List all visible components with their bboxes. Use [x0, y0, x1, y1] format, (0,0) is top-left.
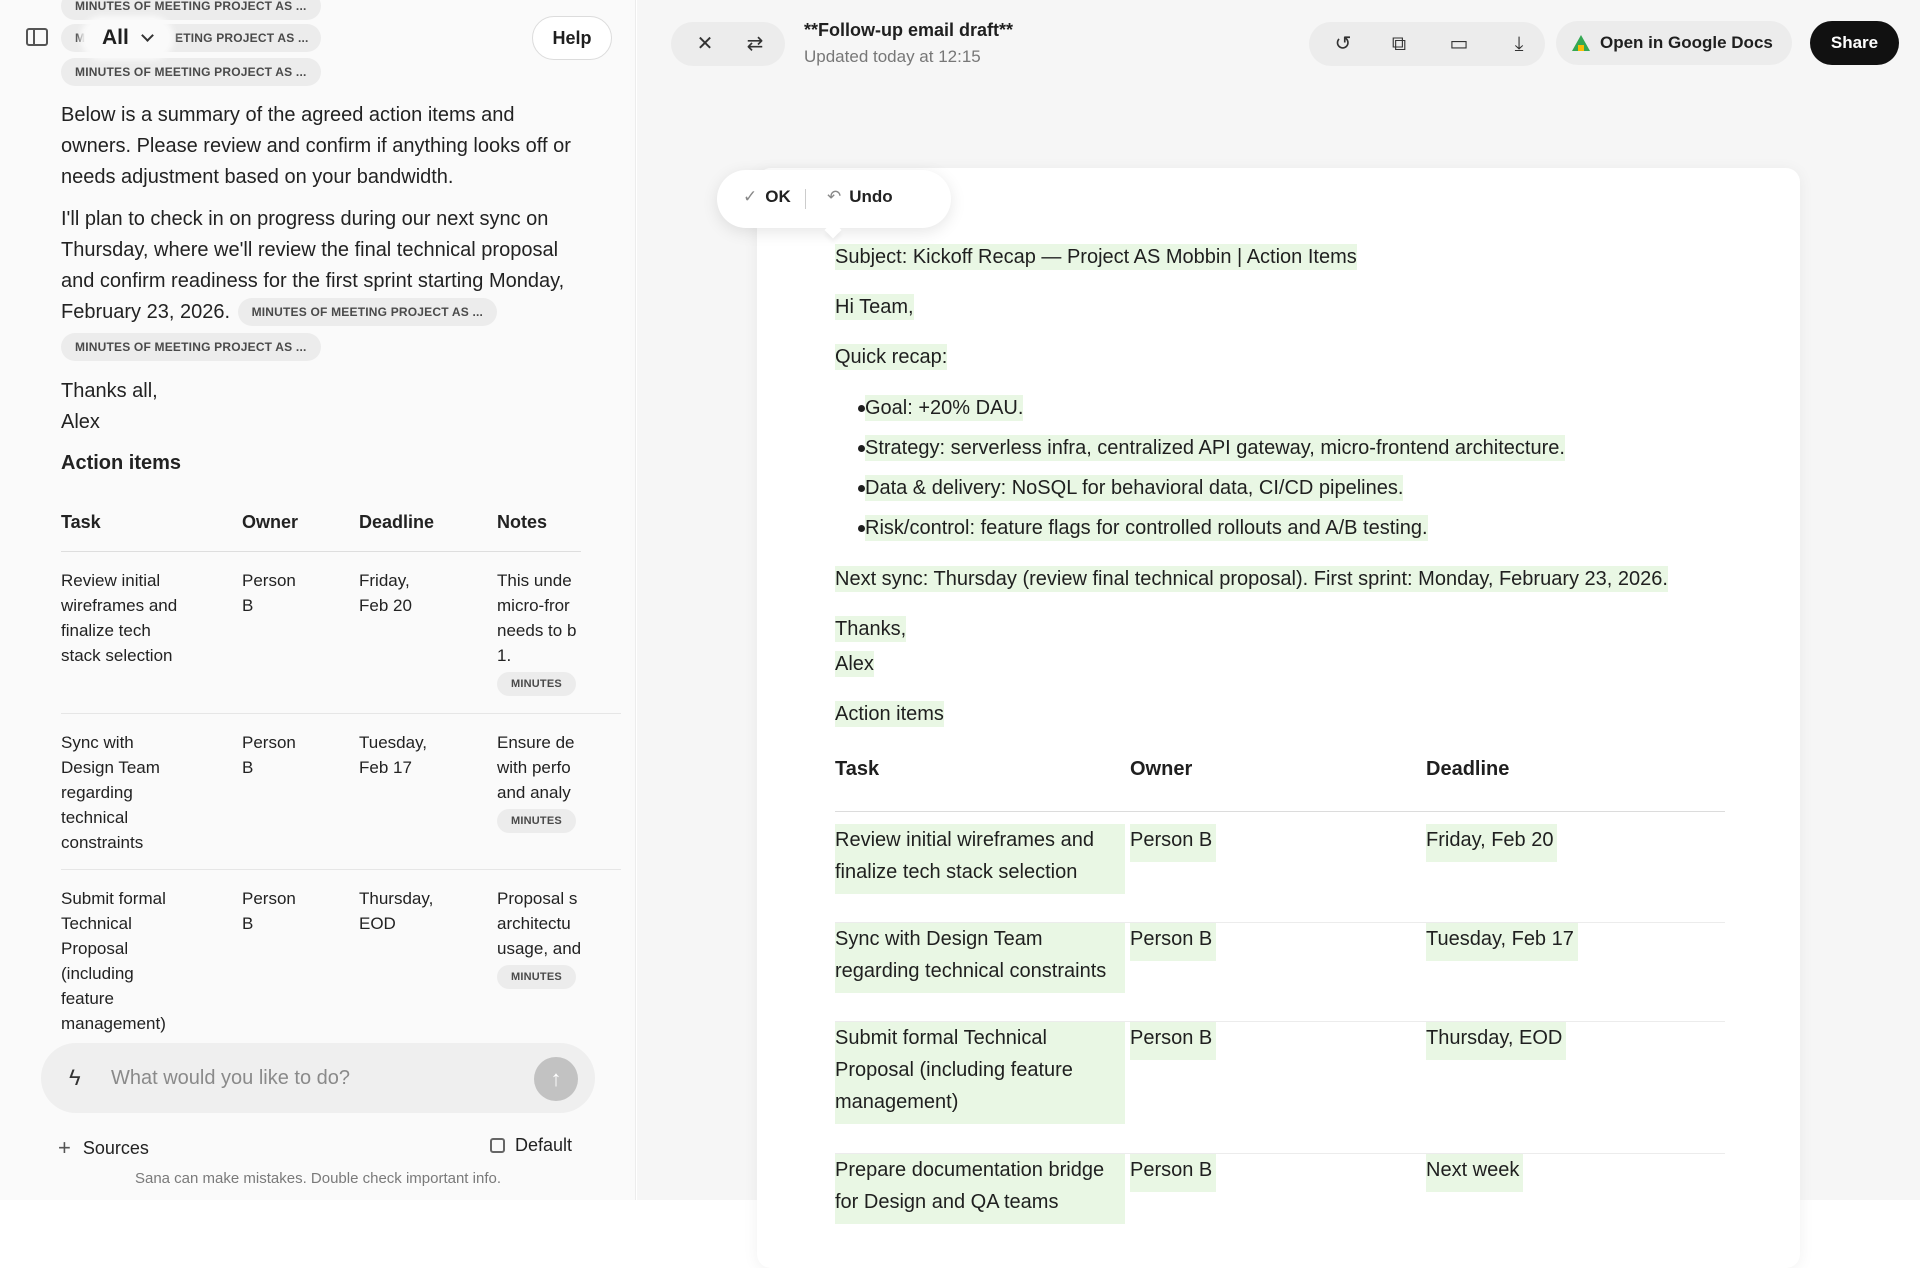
recap-bullet[interactable]: [865, 392, 1023, 424]
cell-task: Sync with Design Team regarding technical constraints: [61, 733, 160, 852]
folder-icon[interactable]: ▭: [1449, 33, 1469, 55]
undo-label: Undo: [849, 187, 893, 206]
source-pill-text: ETING PROJECT AS ...: [175, 31, 309, 45]
source-pill[interactable]: MINUTES: [497, 809, 576, 833]
recap-text: Quick recap:: [835, 346, 948, 368]
header-task: Task: [835, 758, 880, 780]
share-button[interactable]: Share: [1810, 21, 1899, 65]
cell-notes: [497, 730, 587, 833]
cell-deadline-text: Tuesday, Feb 17: [1426, 923, 1578, 961]
cell-deadline-text: Next week: [1426, 1154, 1523, 1192]
cell-task-text: Sync with Design Team regarding technical constraints: [835, 923, 1125, 993]
filter-label: All: [102, 26, 129, 49]
email-greeting[interactable]: [835, 291, 914, 323]
table-row: [61, 730, 621, 870]
bullet-dot: [858, 525, 865, 532]
bullet-dot: [858, 445, 865, 452]
document-toolbar: [1309, 22, 1545, 66]
recap-bullet[interactable]: [865, 472, 1403, 504]
action-items-heading[interactable]: [835, 698, 944, 730]
undo-icon: ↶: [827, 187, 842, 206]
table-row[interactable]: [835, 923, 1725, 1022]
cell-task-text: Submit formal Technical Proposal (including feature management): [835, 1022, 1125, 1124]
cell-owner: [1130, 1154, 1216, 1192]
header-divider: [835, 811, 1725, 812]
table-row: [61, 568, 621, 714]
model-label: Default: [515, 1135, 573, 1155]
email-subject[interactable]: [835, 241, 1357, 273]
cell-deadline: Tuesday, Feb 17: [359, 733, 428, 777]
cell-task: Submit formal Technical Proposal (including feature management): [61, 889, 166, 1033]
sources-button[interactable]: [58, 1135, 149, 1161]
cell-owner-text: Person B: [1130, 1154, 1216, 1192]
recap-bullet[interactable]: [865, 432, 1565, 464]
chevron-down-icon: [141, 29, 154, 42]
source-pill[interactable]: MINUTES: [497, 672, 576, 696]
thanks-text: Thanks,: [835, 618, 907, 640]
header-owner: Owner: [242, 512, 299, 532]
cell-task: [835, 923, 1125, 993]
send-arrow-icon: ↑: [550, 1066, 562, 1091]
name-line[interactable]: [835, 648, 874, 680]
cell-owner-text: Person B: [1130, 1022, 1216, 1060]
help-button[interactable]: Help: [532, 16, 612, 60]
cell-owner: Person B: [242, 571, 296, 615]
thanks-line[interactable]: [835, 613, 906, 645]
source-pill[interactable]: MINUTES OF MEETING PROJECT AS ...: [238, 298, 498, 326]
source-pill[interactable]: MINUTES: [497, 965, 576, 989]
paragraph-text: I'll plan to check in on progress during our next sync on Thursday, where we'll review the final technical proposal and confirm readiness for the first sprint starting Monday, February 23, 2026.: [61, 208, 565, 323]
bullet-text: Data & delivery: NoSQL for behavioral data, CI/CD pipelines.: [865, 477, 1404, 499]
cell-task-text: Prepare documentation bridge for Design and QA teams: [835, 1154, 1125, 1224]
bullet-dot: [858, 405, 865, 412]
cell-owner-text: Person B: [1130, 824, 1216, 862]
source-pill[interactable]: MINUTES OF MEETING PROJECT AS ...: [61, 58, 321, 86]
table-row[interactable]: [835, 1022, 1725, 1154]
swap-view-icon[interactable]: ⇄: [746, 33, 764, 55]
message-paragraph: [61, 204, 581, 328]
greeting-text: Hi Team,: [835, 296, 914, 318]
notes-text: Ensure de with perfo and analy: [497, 733, 575, 802]
chip-icon: [490, 1138, 505, 1153]
chat-panel: [0, 0, 636, 1200]
edit-confirm-bar: [717, 170, 951, 228]
header-deadline: Deadline: [359, 512, 435, 532]
cell-deadline: [1426, 824, 1557, 862]
check-icon: ✓: [743, 187, 758, 206]
bullet-text: Goal: +20% DAU.: [865, 397, 1024, 419]
source-pill-letter: M: [75, 31, 86, 45]
cell-notes: [497, 886, 587, 989]
action-items-table: [61, 500, 582, 1040]
download-icon[interactable]: ⤓: [1514, 33, 1524, 55]
message-paragraph: Below is a summary of the agreed action items and owners. Please review and confirm if anything looks off or needs adjustment based on your bandwidth.: [61, 104, 571, 188]
send-button[interactable]: [534, 1057, 578, 1101]
document-updated: Updated today at 12:15: [804, 47, 981, 66]
recap-heading[interactable]: [835, 341, 947, 373]
composer: [41, 1043, 595, 1113]
divider: [805, 189, 806, 209]
cell-deadline: [1426, 923, 1578, 961]
cell-owner: [1130, 824, 1216, 862]
open-google-docs-button[interactable]: [1556, 21, 1792, 65]
cell-task: Review initial wireframes and finalize tech stack selection: [61, 571, 178, 665]
cell-owner: [1130, 923, 1216, 961]
next-sync-text: Next sync: Thursday (review final technical proposal). First sprint: Monday, February 23, 2026.: [835, 568, 1668, 590]
name-text: Alex: [835, 653, 874, 675]
signoff-line: Thanks all,: [61, 380, 158, 402]
bullet-text: Risk/control: feature flags for controlled rollouts and A/B testing.: [865, 517, 1428, 539]
document-panel: [637, 0, 1920, 1213]
subject-text: Subject: Kickoff Recap — Project AS Mobbin | Action Items: [835, 246, 1357, 268]
recap-bullet[interactable]: [865, 512, 1428, 544]
action-items-text: Action items: [835, 703, 944, 725]
cell-task: [835, 1022, 1125, 1124]
cell-owner: Person B: [242, 889, 296, 933]
header-task: Task: [61, 512, 101, 532]
cell-task: [835, 824, 1125, 894]
action-items-heading: Action items: [61, 452, 182, 474]
table-row[interactable]: [835, 1154, 1725, 1253]
cell-deadline: Thursday, EOD: [359, 889, 434, 933]
plus-icon: +: [58, 1135, 71, 1160]
notes-text: This unde micro-fror needs to b 1.: [497, 571, 577, 665]
table-header: [61, 500, 581, 552]
ok-button[interactable]: [743, 187, 791, 207]
cell-deadline: [1426, 1154, 1523, 1192]
cell-deadline-text: Thursday, EOD: [1426, 1022, 1566, 1060]
ok-label: OK: [765, 187, 791, 206]
undo-button[interactable]: [827, 187, 893, 207]
model-selector[interactable]: [490, 1135, 572, 1156]
sidebar-toggle-icon[interactable]: [26, 28, 48, 46]
notes-text: Proposal s architectu usage, and: [497, 889, 582, 958]
cell-task-text: Review initial wireframes and finalize tech stack selection: [835, 824, 1125, 894]
signoff-name: Alex: [61, 411, 100, 433]
header-owner: Owner: [1130, 758, 1193, 780]
cell-notes: [497, 568, 587, 696]
cell-owner: Person B: [242, 733, 296, 777]
google-drive-icon: [1572, 35, 1590, 51]
cell-deadline: Friday, Feb 20: [359, 571, 412, 615]
document-title: **Follow-up email draft**: [804, 20, 1014, 40]
table-row[interactable]: [835, 824, 1725, 923]
panel-controls: [671, 22, 785, 66]
copy-icon[interactable]: ⧉: [1391, 33, 1407, 55]
filter-dropdown[interactable]: [86, 22, 168, 54]
close-icon[interactable]: ✕: [696, 33, 714, 55]
sources-label: Sources: [82, 1137, 149, 1158]
cell-owner-text: Person B: [1130, 923, 1216, 961]
table-row: [61, 886, 621, 1046]
bullet-text: Strategy: serverless infra, centralized API gateway, micro-frontend architecture.: [865, 437, 1565, 459]
header-deadline: Deadline: [1426, 758, 1510, 780]
source-pill[interactable]: MINUTES OF MEETING PROJECT AS ...: [61, 0, 321, 20]
source-pill[interactable]: MINUTES OF MEETING PROJECT AS ...: [61, 333, 321, 361]
disclaimer: Sana can make mistakes. Double check important info.: [134, 1170, 501, 1187]
cell-owner: [1130, 1022, 1216, 1060]
next-sync-line[interactable]: [835, 563, 1668, 595]
header-notes: Notes: [497, 512, 548, 532]
composer-input[interactable]: [111, 1057, 511, 1099]
bolt-icon[interactable]: ϟ: [69, 1065, 81, 1090]
cell-task: [835, 1154, 1125, 1224]
bullet-dot: [858, 485, 865, 492]
history-icon[interactable]: ↺: [1334, 33, 1352, 55]
gdocs-label: Open in Google Docs: [1600, 33, 1773, 52]
signoff: [61, 376, 581, 438]
cell-deadline-text: Friday, Feb 20: [1426, 824, 1557, 862]
cell-deadline: [1426, 1022, 1566, 1060]
